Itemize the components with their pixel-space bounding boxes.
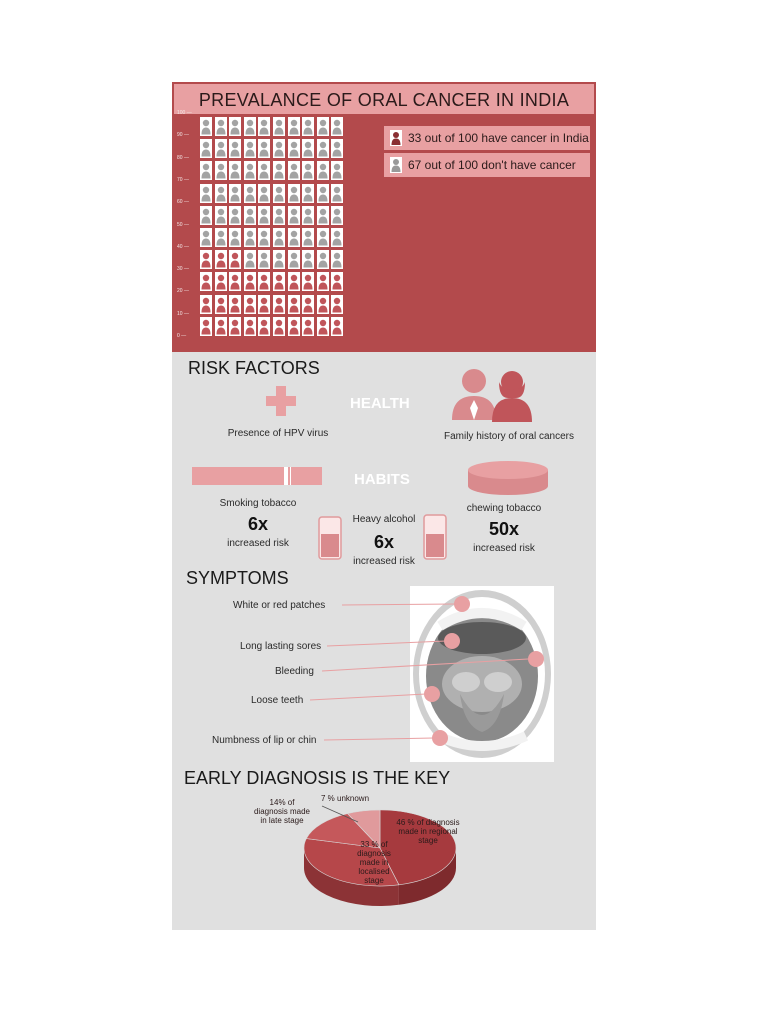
y-axis-tick: 0 — xyxy=(177,333,187,339)
alcohol-label: Heavy alcohol xyxy=(352,514,416,525)
y-axis-tick: 20 — xyxy=(177,288,189,295)
alcohol-multiplier: 6x xyxy=(373,532,395,552)
smoking-sub: increased risk xyxy=(227,538,289,549)
alcohol-sub: increased risk xyxy=(353,556,415,567)
infographic-poster xyxy=(172,82,596,930)
legend-cancer-label: 33 out of 100 have cancer in India xyxy=(408,131,589,145)
chewing-label: chewing tobacco xyxy=(466,503,542,514)
health-label: HEALTH xyxy=(350,395,410,412)
risk-factors-heading: RISK FACTORS xyxy=(188,358,320,378)
pie-label-late: 14% of diagnosis made in late stage xyxy=(253,798,311,825)
symptom-loose-teeth: Loose teeth xyxy=(251,695,304,706)
smoking-label: Smoking tobacco xyxy=(219,498,297,509)
chewing-sub: increased risk xyxy=(473,543,535,554)
y-axis-tick: 70 — xyxy=(177,176,189,183)
pie-label-regional: 46 % of diagnosis made in regional stage xyxy=(396,818,460,845)
pie-leader-line xyxy=(172,82,596,930)
page-title: PREVALANCE OF ORAL CANCER IN INDIA xyxy=(198,90,570,110)
hpv-label: Presence of HPV virus xyxy=(227,428,329,439)
habits-label: HABITS xyxy=(354,471,410,488)
y-axis-tick: 80 — xyxy=(177,154,189,161)
y-axis-tick: 30 — xyxy=(177,266,189,273)
y-axis-tick: 40 — xyxy=(177,243,189,250)
family-history-label: Family history of oral cancers xyxy=(443,431,575,442)
symptom-long-lasting-sores: Long lasting sores xyxy=(240,641,322,652)
symptom-bleeding: Bleeding xyxy=(275,666,314,677)
smoking-multiplier: 6x xyxy=(247,514,269,534)
symptom-white-red-patches: White or red patches xyxy=(233,600,326,611)
diagnosis-heading: EARLY DIAGNOSIS IS THE KEY xyxy=(184,768,451,788)
symptoms-heading: SYMPTOMS xyxy=(186,568,289,588)
symptom-numbness: Numbness of lip or chin xyxy=(212,735,317,746)
legend-no-cancer-label: 67 out of 100 don't have cancer xyxy=(408,158,576,172)
y-axis-tick: 50 — xyxy=(177,221,189,228)
y-axis-tick: 100 — xyxy=(177,110,192,116)
y-axis-tick: 60 — xyxy=(177,199,189,206)
y-axis-tick: 90 — xyxy=(177,132,189,139)
pie-label-localised: 33 % of diagnosis made in localised stage xyxy=(357,840,391,885)
pie-label-unknown: 7 % unknown xyxy=(320,794,370,803)
chewing-multiplier: 50x xyxy=(488,519,520,539)
y-axis-tick: 10 — xyxy=(177,310,189,317)
